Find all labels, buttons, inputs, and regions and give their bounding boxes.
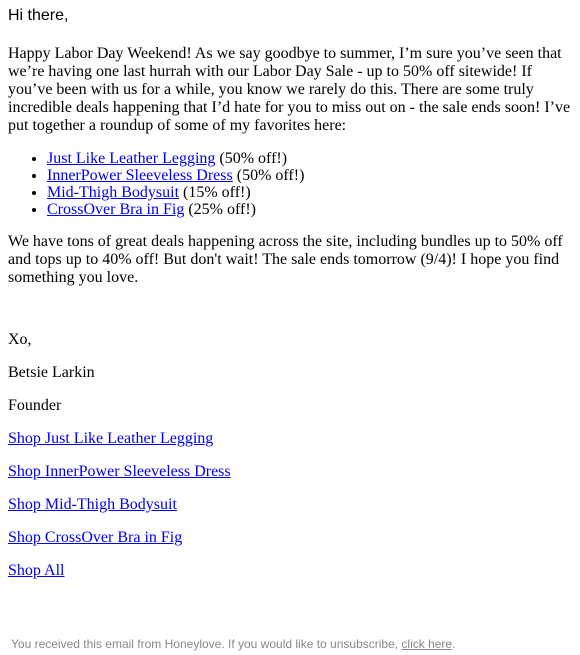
deal-discount: (15% off!)	[179, 184, 251, 201]
signer-name: Betsie Larkin	[8, 364, 95, 381]
sale-paragraph: We have tons of great deals happening across the site, including bundles up to 50% off and tops up to 40% off! But don't wait! The sale ends tomorrow (9/4)! I hope you find something you love.	[8, 233, 563, 286]
list-item	[47, 184, 572, 201]
footer-end: .	[452, 637, 456, 651]
footer	[11, 637, 455, 651]
deal-link-legging[interactable]: Just Like Leather Legging	[47, 150, 216, 167]
closing: Xo,	[8, 331, 32, 348]
shop-legging-link[interactable]: Shop Just Like Leather Legging	[8, 430, 214, 447]
deal-discount: (25% off!)	[184, 201, 257, 218]
deal-discount: (50% off!)	[232, 167, 305, 184]
shop-all-link[interactable]: Shop All	[8, 562, 65, 579]
deal-link-bodysuit[interactable]: Mid-Thigh Bodysuit	[47, 184, 180, 201]
list-item	[47, 201, 572, 218]
deal-discount: (50% off!)	[215, 150, 288, 167]
deals-list	[8, 150, 572, 218]
unsubscribe-link[interactable]: click here	[401, 637, 453, 651]
list-item	[47, 150, 572, 167]
deal-link-dress[interactable]: InnerPower Sleeveless Dress	[47, 167, 233, 184]
shop-links	[8, 430, 572, 580]
shop-bra-link[interactable]: Shop CrossOver Bra in Fig	[8, 529, 183, 546]
list-item	[47, 167, 572, 184]
shop-dress-link[interactable]: Shop InnerPower Sleeveless Dress	[8, 463, 231, 480]
intro-paragraph: Happy Labor Day Weekend! As we say goodbye to summer, I’m sure you’ve seen that we’re having one last hurrah with our Labor Day Sale - up to 50% off sitewide! If you’ve been with us for a while, you know we rarely do this. There are some truly incredible deals happening that I’d hate for you to miss out on - the sale ends soon! I’ve put together a roundup of some of my favorites here:	[8, 45, 571, 134]
signer-title: Founder	[8, 397, 62, 414]
shop-bodysuit-link[interactable]: Shop Mid-Thigh Bodysuit	[8, 496, 177, 513]
deal-link-bra[interactable]: CrossOver Bra in Fig	[47, 201, 185, 218]
footer-text: You received this email from Honeylove. If you would like to unsubscribe,	[11, 637, 402, 651]
greeting: Hi there,	[8, 7, 69, 24]
